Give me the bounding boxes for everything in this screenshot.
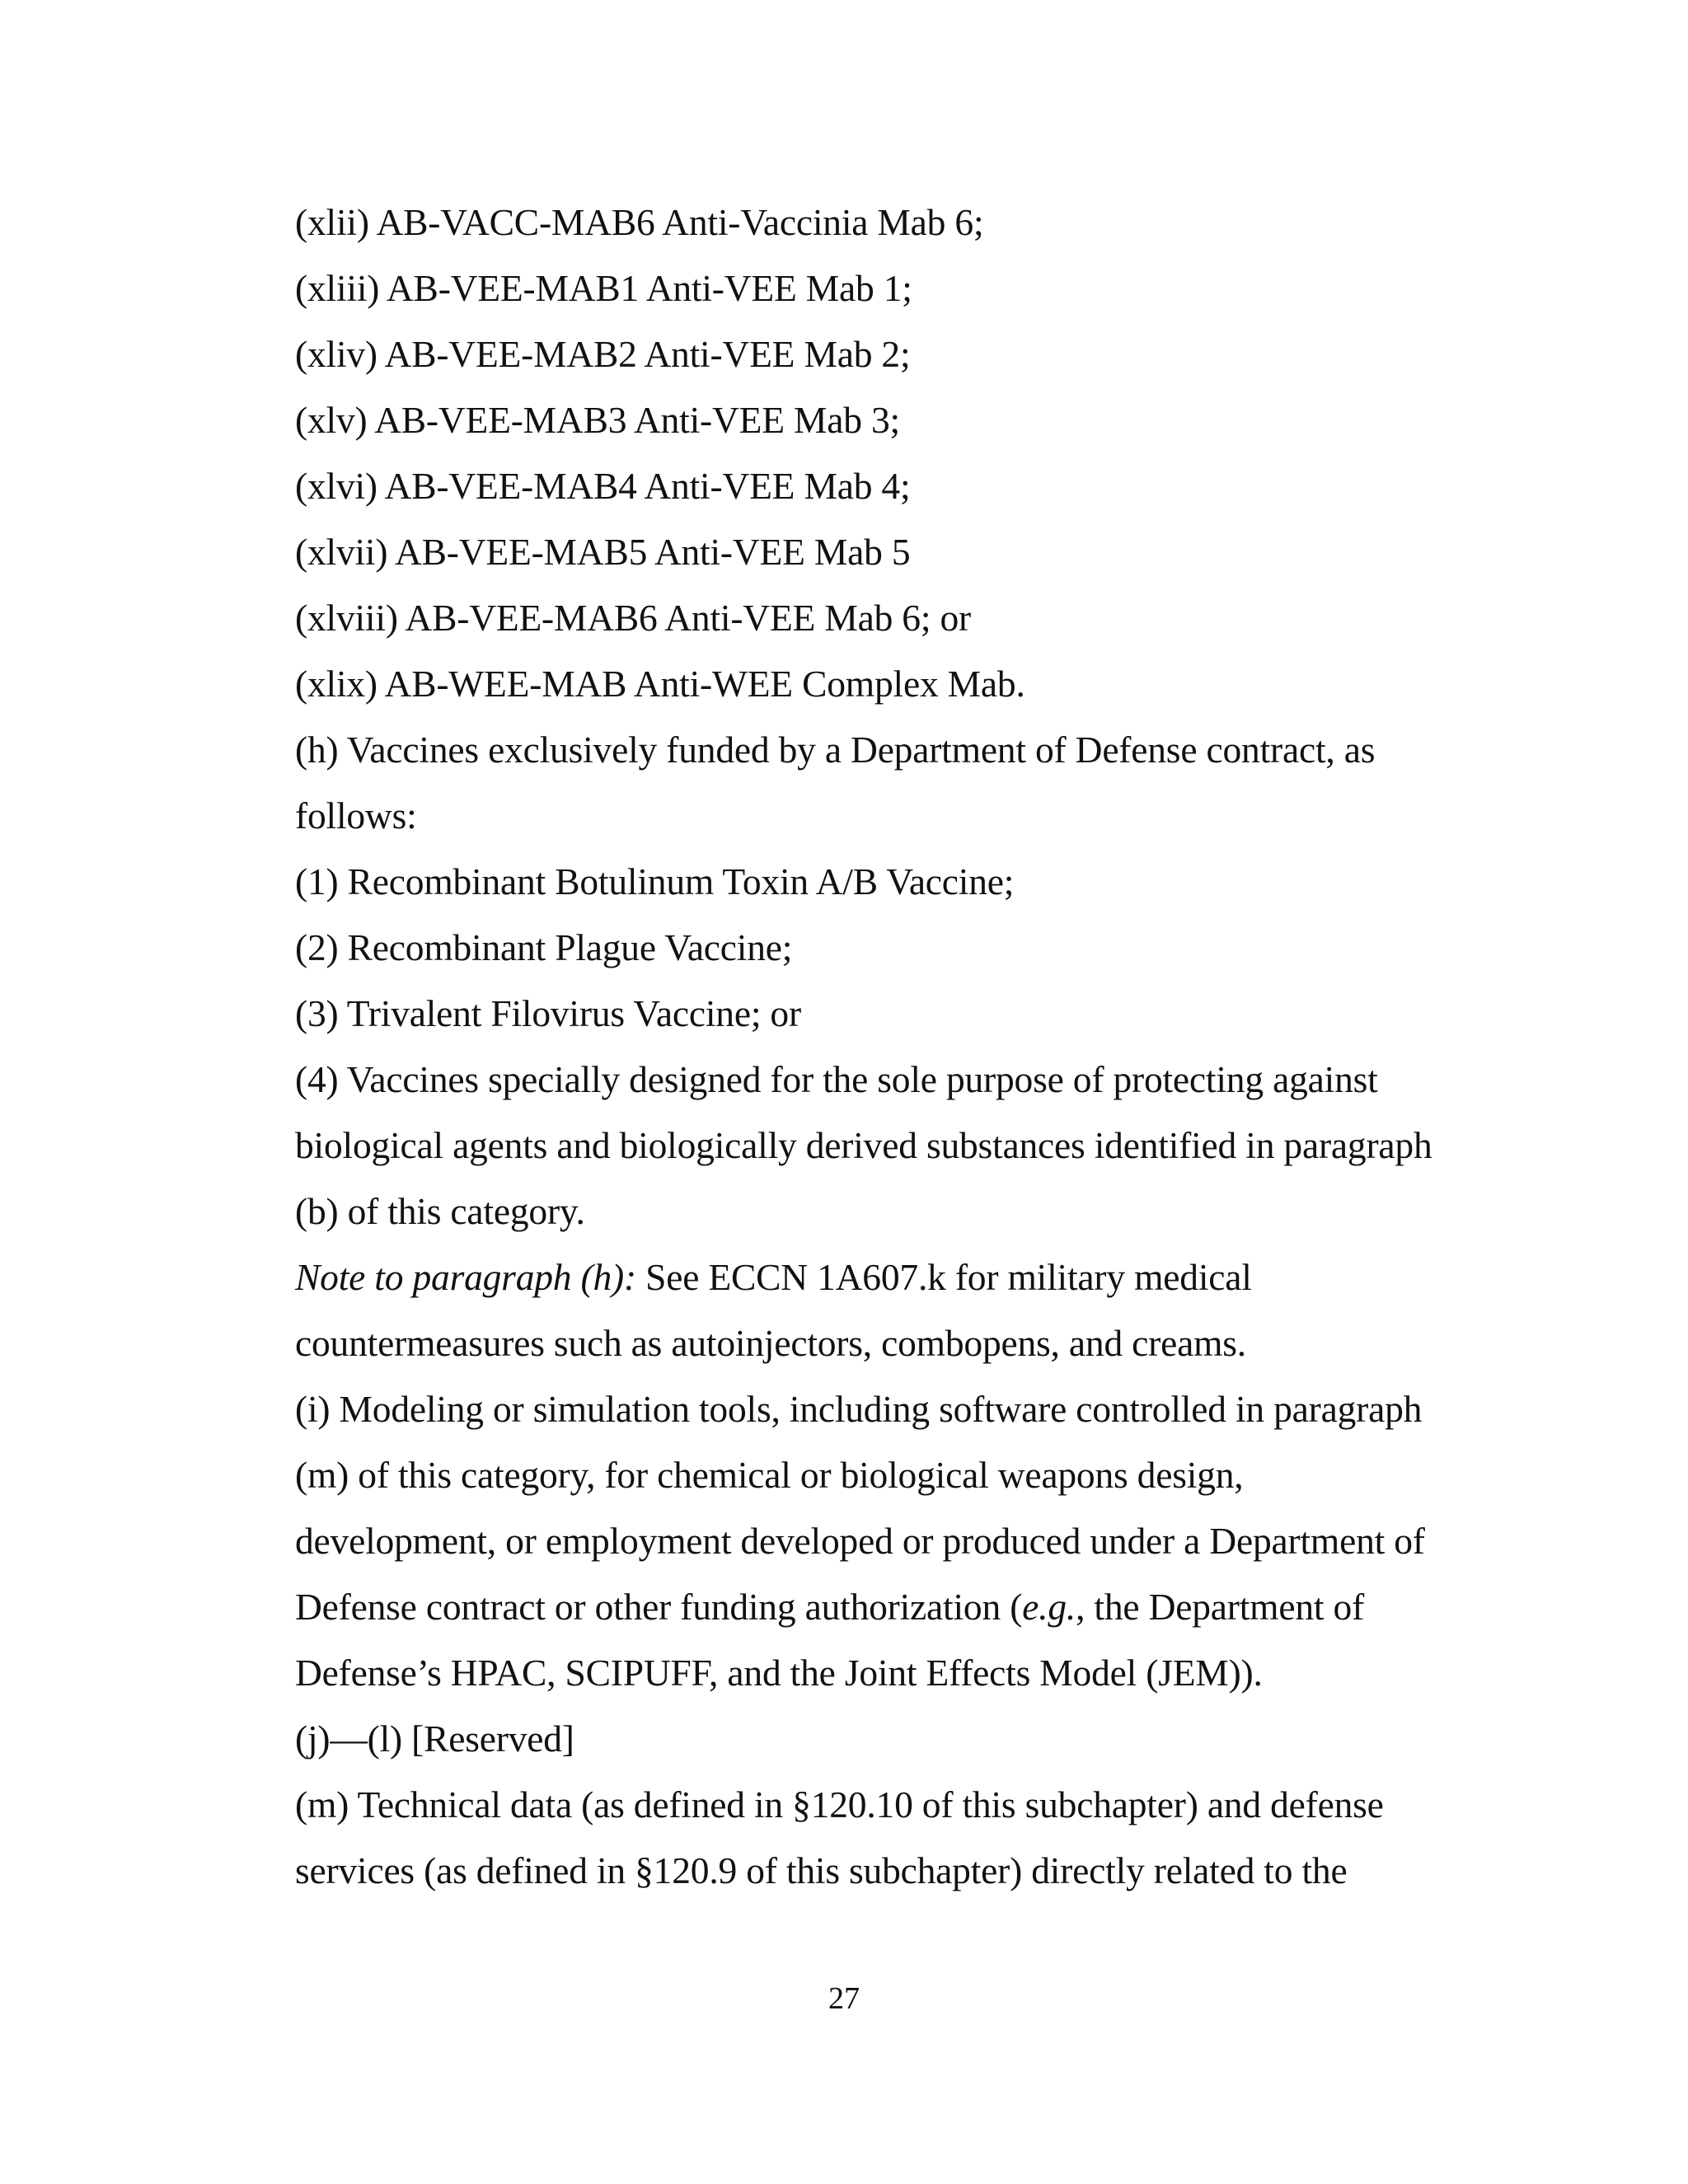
paragraph-m-line-1: (m) Technical data (as defined in §120.10 of this subchapter) and defense [295, 1783, 1384, 1825]
list-item-h-1: (1) Recombinant Botulinum Toxin A/B Vaccine; [295, 860, 1015, 902]
paragraph-h-line-1: (h) Vaccines exclusively funded by a Department of Defense contract, as [295, 729, 1376, 771]
note-line-1 [295, 1244, 1498, 1310]
paragraph-j-l-reserved: (j)—(l) [Reserved] [295, 1718, 574, 1760]
list-item-xlvi: (xlvi) AB-VEE-MAB4 Anti-VEE Mab 4; [295, 465, 911, 507]
list-item-xlii: (xlii) AB-VACC-MAB6 Anti-Vaccinia Mab 6; [295, 201, 984, 243]
list-item-h-3: (3) Trivalent Filovirus Vaccine; or [295, 992, 801, 1034]
list-item-h-2: (2) Recombinant Plague Vaccine; [295, 926, 793, 968]
list-item-xliv: (xliv) AB-VEE-MAB2 Anti-VEE Mab 2; [295, 333, 911, 375]
eg-italic: e.g. [1022, 1586, 1076, 1628]
paragraph-m-line-2: services (as defined in §120.9 of this subchapter) directly related to the [295, 1849, 1348, 1891]
list-item-h-4-line-3: (b) of this category. [295, 1190, 585, 1232]
page-number: 27 [828, 1981, 860, 2016]
list-item-xlvii: (xlvii) AB-VEE-MAB5 Anti-VEE Mab 5 [295, 531, 911, 573]
list-item-h-4-line-1: (4) Vaccines specially designed for the sole purpose of protecting against [295, 1058, 1378, 1100]
paragraph-h-line-2: follows: [295, 794, 417, 837]
eg-suffix: , the Department of [1076, 1586, 1365, 1628]
paragraph-i-line-4 [295, 1574, 1498, 1640]
paragraph-i-line-3: development, or employment developed or produced under a Department of [295, 1520, 1425, 1562]
note-line-2: countermeasures such as autoinjectors, combopens, and creams. [295, 1322, 1246, 1364]
list-item-xlviii: (xlviii) AB-VEE-MAB6 Anti-VEE Mab 6; or [295, 597, 971, 639]
eg-prefix: Defense contract or other funding authorization ( [295, 1586, 1023, 1628]
paragraph-i-line-5: Defense’s HPAC, SCIPUFF, and the Joint Effects Model (JEM)). [295, 1652, 1263, 1694]
paragraph-i-line-1: (i) Modeling or simulation tools, including software controlled in paragraph [295, 1388, 1423, 1430]
note-label: Note to paragraph (h): [295, 1256, 636, 1298]
note-text: See ECCN 1A607.k for military medical [635, 1256, 1252, 1298]
paragraph-i-line-2: (m) of this category, for chemical or biological weapons design, [295, 1454, 1244, 1496]
list-item-h-4-line-2: biological agents and biologically derived substances identified in paragraph [295, 1124, 1432, 1166]
list-item-xlv: (xlv) AB-VEE-MAB3 Anti-VEE Mab 3; [295, 399, 900, 441]
list-item-xliii: (xliii) AB-VEE-MAB1 Anti-VEE Mab 1; [295, 267, 912, 309]
list-item-xlix: (xlix) AB-WEE-MAB Anti-WEE Complex Mab. [295, 663, 1025, 705]
body-text [295, 190, 1498, 1904]
